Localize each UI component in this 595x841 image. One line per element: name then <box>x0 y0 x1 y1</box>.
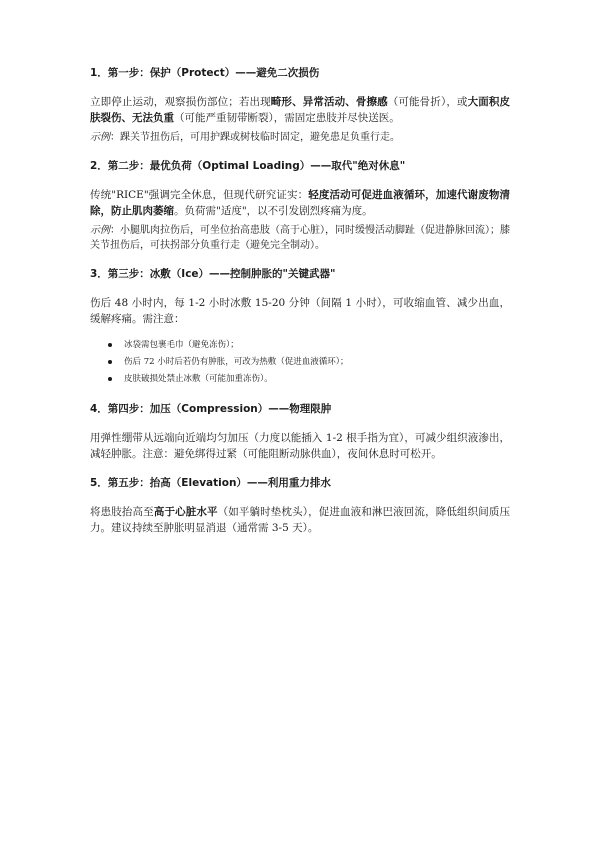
example-label: 示例 <box>90 132 110 143</box>
section-paragraph <box>90 504 510 536</box>
text-run: （如平躺时垫枕头），促进血液和淋巴液回流，降低组织间质压力。建议持续至肿胀明显消退（通常需 3-5 天）。 <box>90 506 511 534</box>
list-item-text: 伤后 72 小时后若仍有肿胀，可改为热敷（促进血液循环）； <box>124 357 349 367</box>
bold-text: 畸形、异常活动、骨擦感 <box>270 96 388 108</box>
list-item <box>108 354 510 371</box>
section-heading: 1．第一步：保护（Protect）——避免二次损伤 <box>90 67 320 79</box>
text-run: 立即停止运动，观察损伤部位；若出现 <box>90 96 271 108</box>
list-item <box>108 337 510 354</box>
section-heading: 2．第二步：最优负荷（Optimal Loading）——取代"绝对休息" <box>90 160 406 172</box>
text-run: 。负荷需"适度"，以不引发剧烈疼痛为度。 <box>174 205 373 217</box>
text-run: 将患肢抬高至 <box>90 506 154 518</box>
section-heading: 5．第五步：抬高（Elevation）——利用重力排水 <box>90 477 331 489</box>
list-item-text: 皮肤破损处禁止冰敷（可能加重冻伤）。 <box>124 374 273 384</box>
text-run: （可能骨折），或 <box>387 96 468 108</box>
bold-text: 高于心脏水平 <box>153 506 218 518</box>
section-ice <box>90 267 510 388</box>
section-heading: 3．第三步：冰敷（Ice）——控制肿胀的"关键武器" <box>90 268 336 280</box>
section-heading: 4．第四步：加压（Compression）——物理限肿 <box>90 403 332 415</box>
section-paragraph: 用弹性绷带从远端向近端均匀加压（力度以能插入 1-2 根手指为宜），可减少组织液渗出，减轻肿胀。注意：避免绑得过紧（可能阻断动脉供血），夜间休息时可松开。 <box>90 432 510 460</box>
section-compression <box>90 402 510 462</box>
example-text: ：踝关节扭伤后，可用护踝或树枝临时固定，避免患足负重行走。 <box>110 132 400 143</box>
bullet-list <box>90 337 510 388</box>
section-elevation <box>90 476 510 536</box>
section-protect <box>90 66 510 145</box>
bullet-dot-icon <box>108 377 112 381</box>
example-text: ：小腿肌肉拉伤后，可坐位抬高患肢（高于心脏），同时缓慢活动脚趾（促进静脉回流）；膝关节扭伤后，可扶拐部分负重行走（避免完全制动）。 <box>90 225 510 251</box>
section-paragraph <box>90 94 510 126</box>
bullet-dot-icon <box>108 343 112 347</box>
document-page <box>90 66 510 550</box>
example-line <box>90 223 510 253</box>
bullet-dot-icon <box>108 360 112 364</box>
example-label: 示例 <box>90 225 110 236</box>
text-run: 传统"RICE"强调完全休息，但现代研究证实： <box>90 189 309 201</box>
bold-text: 轻度活动可促进血液循环，加速代谢废物清除，防止肌肉萎缩 <box>90 189 510 217</box>
section-paragraph <box>90 187 510 219</box>
example-line <box>90 130 510 145</box>
list-item-text: 冰袋需包裹毛巾（避免冻伤）； <box>124 340 239 350</box>
section-optimal-loading <box>90 159 510 253</box>
list-item <box>108 371 510 388</box>
text-run: （可能严重韧带断裂），需固定患肢并尽快送医。 <box>174 112 400 124</box>
section-paragraph: 伤后 48 小时内，每 1-2 小时冰敷 15-20 分钟（间隔 1 小时），可收缩血管、减少出血，缓解疼痛。需注意： <box>90 297 510 325</box>
bold-text: 大面积皮肤裂伤、无法负重 <box>90 96 511 124</box>
